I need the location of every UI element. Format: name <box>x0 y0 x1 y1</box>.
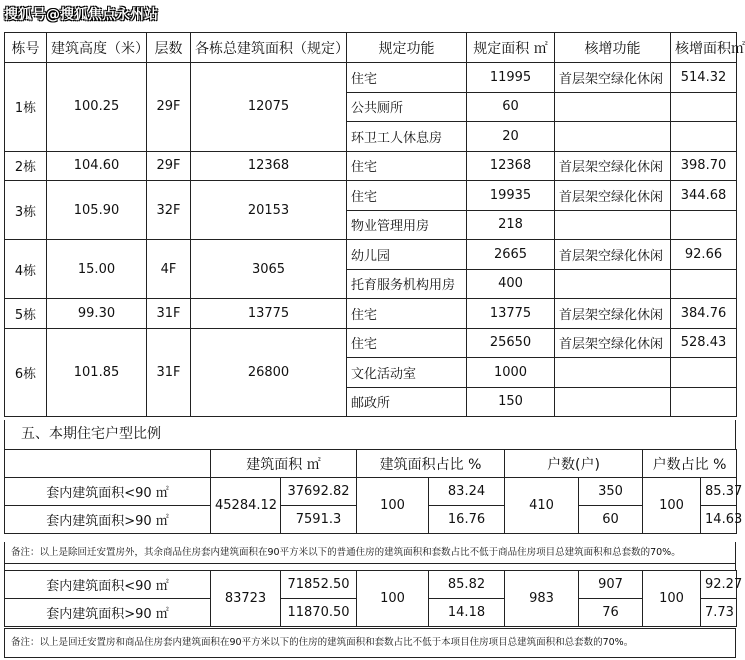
area-total-cell: 83723 <box>211 571 281 627</box>
row-label: 套内建筑面积>90 ㎡ <box>5 506 211 534</box>
extra-function-cell: 首层架空绿化休闲 <box>555 299 671 329</box>
table-row <box>5 151 737 181</box>
header-height: 建筑高度（米） <box>47 33 147 63</box>
section-title: 五、本期住宅户型比例 <box>4 420 736 449</box>
header-extra-function: 核增功能 <box>555 33 671 63</box>
extra-area-cell: 384.76 <box>671 299 737 329</box>
extra-area-cell: 344.68 <box>671 181 737 211</box>
height-cell: 104.60 <box>47 151 147 181</box>
pct-cell: 14.18 <box>429 599 505 627</box>
pct-total-cell: 100 <box>357 571 429 627</box>
extra-function-cell: 首层架空绿化休闲 <box>555 328 671 358</box>
function-cell: 公共厕所 <box>347 92 467 122</box>
floors-cell: 29F <box>147 151 191 181</box>
area-cell: 2665 <box>467 240 555 270</box>
extra-function-cell: 首层架空绿化休闲 <box>555 181 671 211</box>
extra-area-cell: 92.66 <box>671 240 737 270</box>
function-cell: 邮政所 <box>347 387 467 417</box>
function-cell: 住宅 <box>347 181 467 211</box>
table-row <box>5 299 737 329</box>
extra-function-cell <box>555 269 671 299</box>
area-cell: 60 <box>467 92 555 122</box>
extra-function-cell <box>555 210 671 240</box>
extra-area-cell <box>671 269 737 299</box>
table-row <box>5 571 737 599</box>
header-function: 规定功能 <box>347 33 467 63</box>
height-cell: 105.90 <box>47 181 147 240</box>
floors-cell: 32F <box>147 181 191 240</box>
total-area-cell: 12075 <box>191 63 347 152</box>
pct-cell: 16.76 <box>429 506 505 534</box>
total-area-cell: 13775 <box>191 299 347 329</box>
units-pct-total-cell: 100 <box>643 478 701 534</box>
header-units: 户数(户) <box>505 450 643 478</box>
function-cell: 住宅 <box>347 299 467 329</box>
extra-area-cell <box>671 92 737 122</box>
table-row <box>5 328 737 358</box>
extra-function-cell <box>555 387 671 417</box>
pct-cell: 85.82 <box>429 571 505 599</box>
building-area-table <box>4 32 745 417</box>
extra-function-cell: 首层架空绿化休闲 <box>555 151 671 181</box>
table-row <box>5 478 737 506</box>
extra-area-cell: 514.32 <box>671 63 737 93</box>
extra-function-cell <box>555 92 671 122</box>
header-area: 规定面积 ㎡ <box>467 33 555 63</box>
row-label: 套内建筑面积>90 ㎡ <box>5 599 211 627</box>
area-cell: 11995 <box>467 63 555 93</box>
extra-function-cell <box>555 358 671 388</box>
pct-cell: 83.24 <box>429 478 505 506</box>
area-cell: 13775 <box>467 299 555 329</box>
area-cell: 20 <box>467 122 555 152</box>
table-row <box>5 181 737 211</box>
extra-function-cell: 首层架空绿化休闲 <box>555 63 671 93</box>
area-total-cell: 45284.12 <box>211 478 281 534</box>
area-cell: 25650 <box>467 328 555 358</box>
floors-cell: 29F <box>147 63 191 152</box>
note-text: 备注：以上是回迁安置房和商品住房套内建筑面积在90平方米以下的住房的建筑面积和套数占比不低于本项目住房项目总建筑面积和总套数的70%。 <box>4 628 736 658</box>
height-cell: 15.00 <box>47 240 147 299</box>
floors-cell: 4F <box>147 240 191 299</box>
units-cell: 907 <box>579 571 643 599</box>
total-area-cell: 26800 <box>191 328 347 417</box>
building-id-cell: 3栋 <box>5 181 47 240</box>
extra-area-cell <box>671 210 737 240</box>
extra-area-cell <box>671 387 737 417</box>
row-label: 套内建筑面积<90 ㎡ <box>5 478 211 506</box>
extra-area-cell: 398.70 <box>671 151 737 181</box>
function-cell: 住宅 <box>347 328 467 358</box>
header-building-id: 栋号 <box>5 33 47 63</box>
function-cell: 住宅 <box>347 63 467 93</box>
units-pct-total-cell: 100 <box>643 571 701 627</box>
area-cell: 11870.50 <box>281 599 357 627</box>
total-area-cell: 12368 <box>191 151 347 181</box>
function-cell: 幼儿园 <box>347 240 467 270</box>
area-cell: 19935 <box>467 181 555 211</box>
extra-area-cell <box>671 122 737 152</box>
units-pct-cell: 7.73 <box>701 599 737 627</box>
overall-ratio-table <box>4 570 743 627</box>
floors-cell: 31F <box>147 299 191 329</box>
building-table-header-row <box>5 33 737 63</box>
total-area-cell: 3065 <box>191 240 347 299</box>
area-cell: 400 <box>467 269 555 299</box>
units-pct-cell: 85.37 <box>701 478 737 506</box>
header-area: 建筑面积 ㎡ <box>211 450 357 478</box>
building-id-cell: 2栋 <box>5 151 47 181</box>
function-cell: 文化活动室 <box>347 358 467 388</box>
header-total-area: 各栋总建筑面积（规定） <box>191 33 347 63</box>
function-cell: 住宅 <box>347 151 467 181</box>
units-pct-cell: 92.27 <box>701 571 737 599</box>
height-cell: 101.85 <box>47 328 147 417</box>
unit-ratio-header-row <box>5 450 737 478</box>
note-text: 备注：以上是除回迁安置房外，其余商品住房套内建筑面积在90平方米以下的普通住房的建筑面积和套数占比不低于商品住房项目总建筑面积和总套数的70%。 <box>4 542 736 564</box>
height-cell: 100.25 <box>47 63 147 152</box>
unit-ratio-table <box>4 449 743 534</box>
extra-area-cell: 528.43 <box>671 328 737 358</box>
header-extra-area: 核增面积㎡ <box>671 33 737 63</box>
floors-cell: 31F <box>147 328 191 417</box>
header-floors: 层数 <box>147 33 191 63</box>
height-cell: 99.30 <box>47 299 147 329</box>
pct-total-cell: 100 <box>357 478 429 534</box>
units-total-cell: 983 <box>505 571 579 627</box>
area-cell: 37692.82 <box>281 478 357 506</box>
area-cell: 150 <box>467 387 555 417</box>
units-total-cell: 410 <box>505 478 579 534</box>
function-cell: 物业管理用房 <box>347 210 467 240</box>
area-cell: 7591.3 <box>281 506 357 534</box>
units-cell: 60 <box>579 506 643 534</box>
total-area-cell: 20153 <box>191 181 347 240</box>
row-label: 套内建筑面积<90 ㎡ <box>5 571 211 599</box>
table-row <box>5 240 737 270</box>
building-id-cell: 6栋 <box>5 328 47 417</box>
extra-function-cell <box>555 122 671 152</box>
function-cell: 环卫工人休息房 <box>347 122 467 152</box>
area-cell: 1000 <box>467 358 555 388</box>
header-area-pct: 建筑面积占比 % <box>357 450 505 478</box>
header-units-pct: 户数占比 % <box>643 450 737 478</box>
building-id-cell: 4栋 <box>5 240 47 299</box>
watermark-text: 搜狐号@搜狐焦点永州站 <box>4 7 158 23</box>
building-id-cell: 5栋 <box>5 299 47 329</box>
units-pct-cell: 14.63 <box>701 506 737 534</box>
function-cell: 托育服务机构用房 <box>347 269 467 299</box>
table-row <box>5 63 737 93</box>
extra-area-cell <box>671 358 737 388</box>
building-id-cell: 1栋 <box>5 63 47 152</box>
area-cell: 218 <box>467 210 555 240</box>
area-cell: 12368 <box>467 151 555 181</box>
extra-function-cell: 首层架空绿化休闲 <box>555 240 671 270</box>
area-cell: 71852.50 <box>281 571 357 599</box>
units-cell: 350 <box>579 478 643 506</box>
blank-header-cell <box>5 450 211 478</box>
units-cell: 76 <box>579 599 643 627</box>
